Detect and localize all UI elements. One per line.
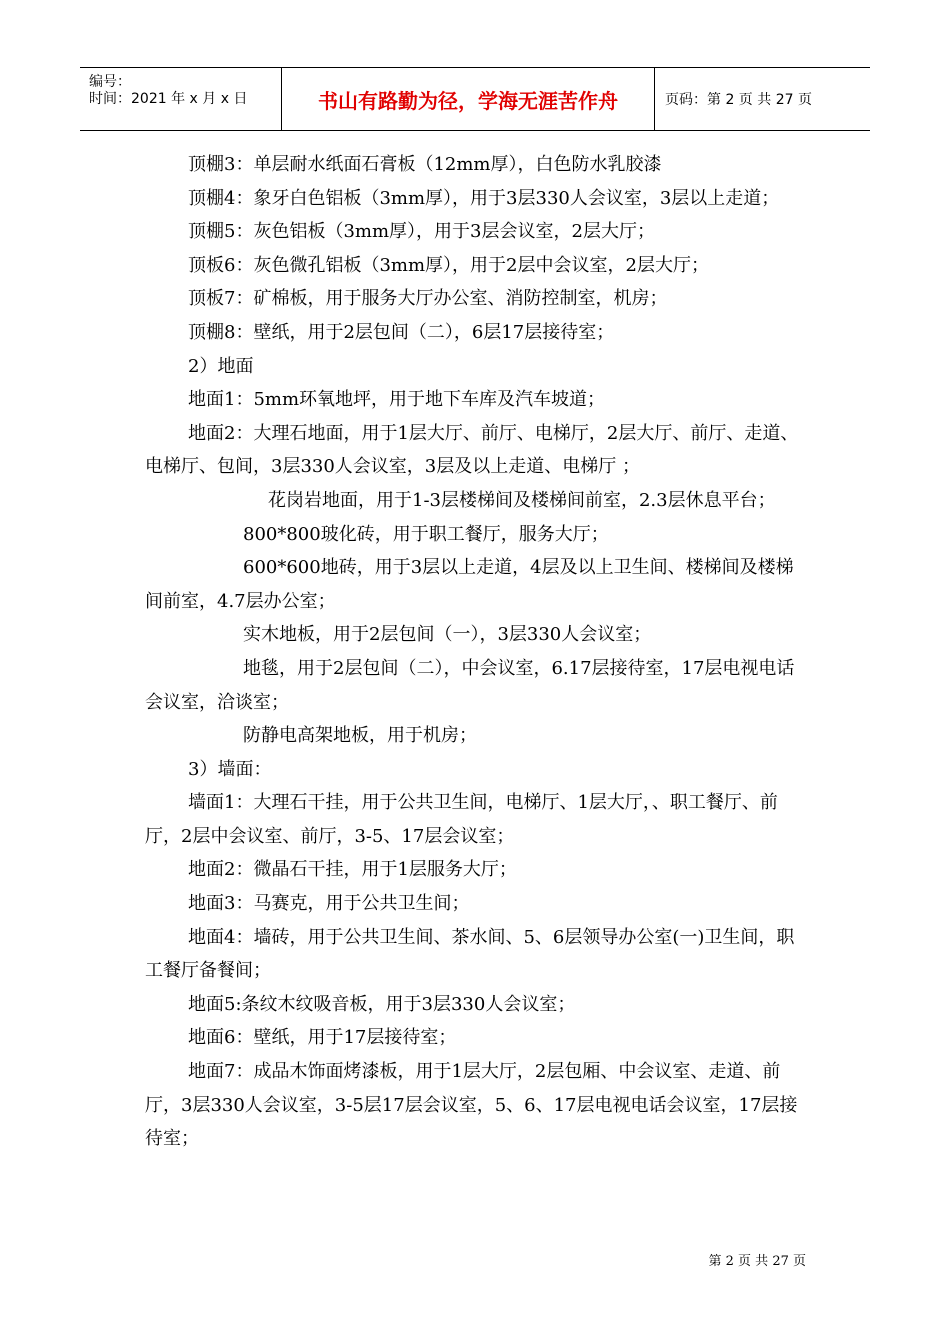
header-page-number: 页码：第 2 页 共 27 页: [665, 92, 812, 108]
header-motto: 书山有路勤为径，学海无涯苦作舟: [282, 68, 655, 130]
paragraph-wall-1: 墙面1：大理石干挂，用于公共卫生间，电梯厅、1层大厅，、职工餐厅、前厅，2层中会议室、前厅，3-5、17层会议室；: [145, 792, 778, 847]
paragraph-wall-5: 地面5:条纹木纹吸音板，用于3层330人会议室；: [188, 993, 576, 1015]
paragraph-ceiling-7: 顶板7：矿棉板，用于服务大厅办公室、消防控制室，机房；: [188, 288, 668, 310]
paragraph-wall-2: 地面2：微晶石干挂，用于1层服务大厅；: [188, 859, 517, 881]
paragraph-floor-granite: 花岗岩地面，用于1-3层楼梯间及楼梯间前室，2.3层休息平台；: [268, 489, 776, 511]
paragraph-ceiling-5: 顶棚5：灰色铝板（3mm厚），用于3层会议室，2层大厅；: [188, 221, 655, 243]
page-header: [80, 67, 870, 131]
section-heading-floor: 2）地面: [188, 355, 254, 377]
document-number-label: 编号：: [89, 74, 131, 90]
paragraph-floor-tile-600: 600*600地砖，用于3层以上走道，4层及以上卫生间、楼梯间及楼梯间前室，4.7层办公室；: [145, 557, 794, 612]
paragraph-floor-tile-800: 800*800玻化砖，用于职工餐厅，服务大厅；: [243, 523, 609, 545]
document-date-label: 时间：2021 年 x 月 x 日: [89, 91, 248, 107]
paragraph-wall-3: 地面3：马赛克，用于公共卫生间；: [188, 893, 470, 915]
page-footer: 第 2 页 共 27 页: [708, 1254, 806, 1269]
paragraph-ceiling-3: 顶棚3：单层耐水纸面石膏板（12mm厚），白色防水乳胶漆: [188, 154, 662, 175]
paragraph-wall-4: 地面4：墙砖，用于公共卫生间、茶水间、5、6层领导办公室(一)卫生间，职工餐厅备餐间；: [145, 926, 795, 982]
paragraph-floor-carpet: 地毯，用于2层包间（二），中会议室，6.17层接待室，17层电视电话会议室，洽谈室；: [145, 657, 795, 713]
paragraph-wall-6: 地面6：壁纸，用于17层接待室；: [188, 1027, 457, 1049]
paragraph-ceiling-8: 顶棚8：壁纸，用于2层包间（二），6层17层接待室；: [188, 321, 615, 343]
document-body: [145, 148, 810, 1156]
paragraph-wall-7: 地面7：成品木饰面烤漆板，用于1层大厅，2层包厢、中会议室、走道、前厅，3层330人会议室，3-5层17层会议室，5、6、17层电视电话会议室，17层接待室；: [145, 1061, 798, 1150]
header-meta-cell: [80, 68, 282, 130]
paragraph-floor-wood: 实木地板，用于2层包间（一），3层330人会议室；: [243, 624, 652, 646]
paragraph-ceiling-6: 顶板6：灰色微孔铝板（3mm厚），用于2层中会议室，2层大厅；: [188, 254, 709, 276]
paragraph-floor-1: 地面1：5mm环氧地坪，用于地下车库及汽车坡道；: [188, 389, 606, 411]
paragraph-ceiling-4: 顶棚4：象牙白色铝板（3mm厚），用于3层330人会议室，3层以上走道；: [188, 187, 780, 209]
paragraph-floor-2: 地面2：大理石地面，用于1层大厅、前厅、电梯厅，2层大厅、前厅、走道、电梯厅、包间，3层330人会议室，3层及以上走道、电梯厅 ；: [145, 422, 799, 478]
section-heading-wall: 3）墙面：: [188, 758, 272, 780]
paragraph-floor-raised: 防静电高架地板，用于机房；: [243, 725, 477, 747]
